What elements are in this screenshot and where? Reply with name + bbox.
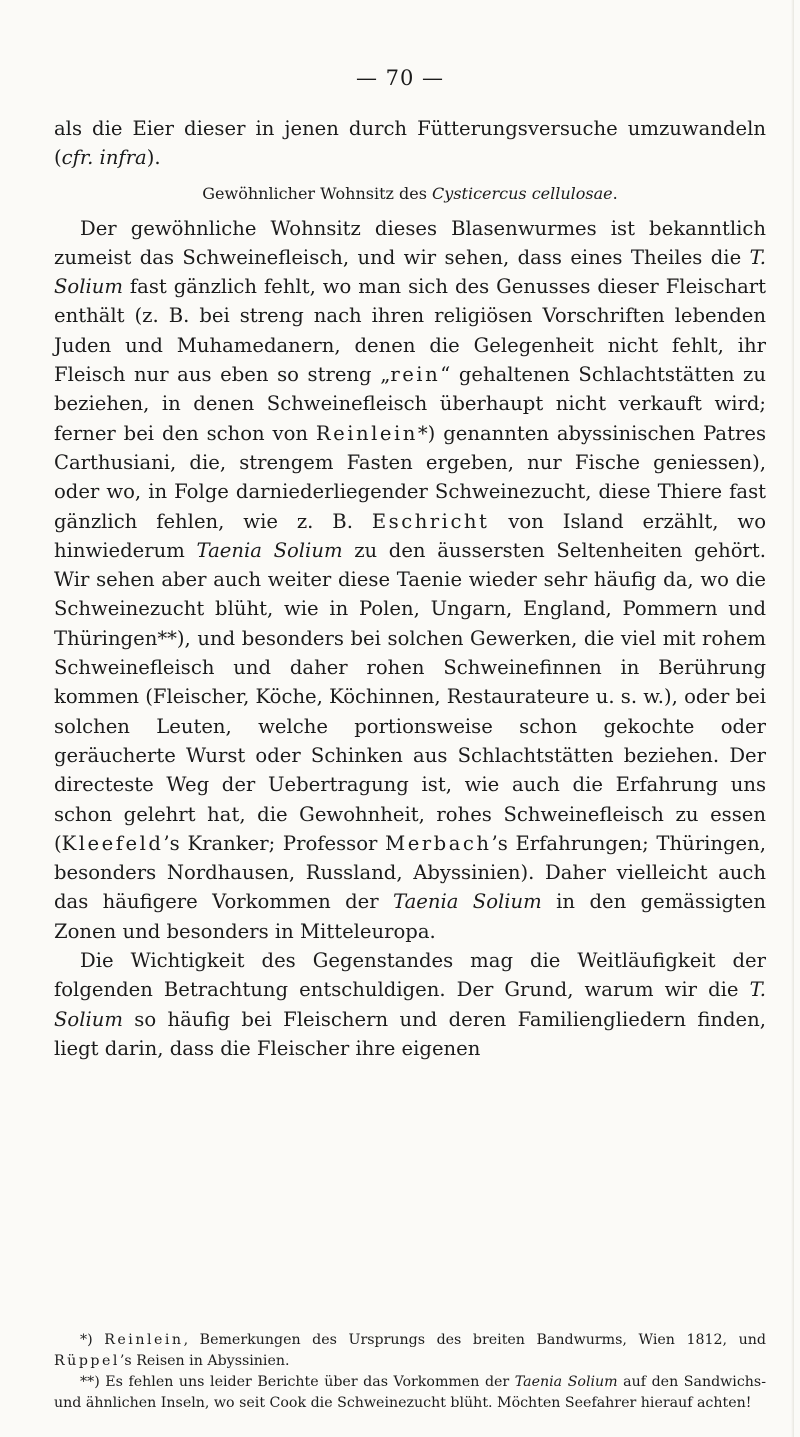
section-heading: Gewöhnlicher Wohnsitz des Cysticercus cellulosae. (202, 183, 618, 203)
body-text (54, 114, 766, 1063)
page-number: — 70 — (355, 66, 445, 90)
author-name: Eschricht (371, 509, 490, 533)
footnote-1: *) Reinlein, Bemerkungen des Ursprungs des breiten Bandwurms, Wien 1812, und Rüppel’s Reisen in Abyssinien. (54, 1332, 766, 1369)
author-name: Kleefeld (61, 831, 164, 855)
paragraph-habitat: Der gewöhnliche Wohnsitz dieses Blasenwurmes ist bekanntlich zumeist das Schweinefleisch, und wir sehen, dass eines Theiles die T. Solium fast gänzlich fehlt, wo man sich des Genusses dieser Fleischart enthält (z. B. bei streng nach ihren religiösen Vorschriften lebenden Juden und Muhamedanern, denen die Gelegenheit nicht fehlt, ihr Fleisch nur aus eben so streng „rein“ gehaltenen Schlachtstätten zu beziehen, in denen Schweinefleisch überhaupt nicht verkauft wird; ferner bei den schon von Reinlein*) genannten abyssinischen Patres Carthusiani, die, strengem Fasten ergeben, nur Fische geniessen), oder wo, in Folge darniederliegender Schweinezucht, diese Thiere fast gänzlich fehlen, wie z. B. Eschricht von Island erzählt, wo hinwiederum Taenia Solium zu den äussersten Seltenheiten gehört. Wir sehen aber auch weiter diese Taenie wieder sehr häufig da, wo die Schweinezucht blüht, wie in Polen, Ungarn, England, Pommern und Thüringen**), und besonders bei solchen Gewerken, die viel mit rohem Schweinefleisch und daher rohen Schweinefinnen in Berührung kommen (Fleischer, Köche, Köchinnen, Restaurateure u. s. w.), oder bei solchen Leuten, welche portionsweise schon gekochte oder geräucherte Wurst oder Schinken aus Schlachtstätten beziehen. Der directeste Weg der Uebertragung ist, wie auch die Erfahrung uns schon gelehrt hat, die Gewohnheit, rohes Schweinefleisch zu essen (Kleefeld’s Kranker; Professor Merbach’s Erfahrungen; Thüringen, besonders Nordhausen, Russland, Abyssinien). Daher vielleicht auch das häufigere Vorkommen der Taenia Solium in den gemässigten Zonen und besonders in Mitteleuropa. (54, 216, 767, 943)
intro-paragraph: als die Eier dieser in jenen durch Fütterungsversuche umzuwandeln (cfr. infra). (54, 117, 766, 170)
author-name: Reinlein (315, 421, 418, 445)
species-name: Cysticercus cellulosae (432, 183, 613, 203)
cfr-reference: cfr. infra (61, 146, 147, 170)
page-edge-shadow (791, 0, 794, 1437)
author-name: Merbach (385, 831, 492, 855)
footnote-2: **) Es fehlen uns leider Berichte über das Vorkommen der Taenia Solium auf den Sandwichs- und ähnlichen Inseln, wo seit Cook die Schweinezucht blüht. Möchten Seefahrer hierauf achten! (54, 1374, 767, 1411)
paragraph-importance: Die Wichtigkeit des Gegenstandes mag die Weitläufigkeit der folgenden Betrachtung entschuldigen. Der Grund, warum wir die T. Solium so häufig bei Fleischern und deren Familiengliedern finden, liegt darin, dass die Fleischer ihre eigenen (54, 949, 766, 1060)
footnotes (54, 1330, 766, 1414)
